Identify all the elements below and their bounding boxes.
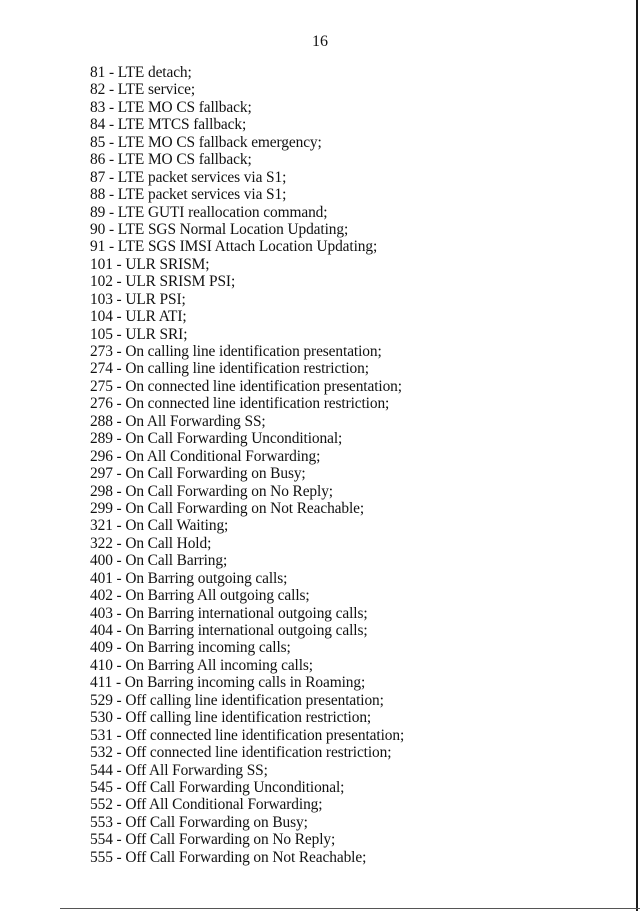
list-item: 403 - On Barring international outgoing calls; (90, 604, 368, 622)
entry-text: On Barring incoming calls in Roaming; (124, 674, 366, 692)
entry-code: 400 (90, 552, 113, 570)
entry-text: Off Call Forwarding on Not Reachable; (125, 848, 367, 866)
list-item: 404 - On Barring international outgoing calls; (90, 622, 368, 639)
entry-code: 544 (90, 761, 113, 779)
entry-code: 86 (90, 151, 106, 169)
entry-text: ULR SRISM; (125, 255, 210, 273)
list-item: 555 - Off Call Forwarding on Not Reachable; (90, 848, 367, 866)
entry-code: 91 (90, 238, 106, 256)
page-number: 16 (312, 33, 328, 50)
entry-text: On Barring international outgoing calls; (125, 604, 368, 622)
entry-code: 555 (90, 848, 113, 866)
entry-text: LTE packet services via S1; (117, 168, 287, 186)
list-item: 105 - ULR SRI; (90, 325, 188, 343)
list-item: 276 - On connected line identification restriction; (90, 395, 390, 413)
entry-code: 82 (90, 81, 106, 99)
entry-code: 552 (90, 796, 113, 814)
entry-code: 81 (90, 64, 106, 81)
entry-text: On Call Barring; (125, 552, 228, 570)
entry-code: 103 (90, 290, 113, 308)
entry-code: 322 (90, 534, 113, 552)
entry-text: LTE detach; (117, 64, 192, 81)
list-item: 552 - Off All Conditional Forwarding; (90, 796, 323, 814)
list-item: 83 - LTE MO CS fallback; (90, 98, 252, 116)
list-item: 531 - Off connected line identification presentation; (90, 726, 405, 744)
entry-text: On Barring incoming calls; (125, 639, 291, 657)
page-edge-right (636, 0, 638, 911)
list-item: 409 - On Barring incoming calls; (90, 639, 291, 657)
entry-text: On Call Forwarding Unconditional; (125, 430, 343, 448)
entry-text: Off Call Forwarding on Busy; (125, 813, 308, 831)
entry-code: 84 (90, 116, 106, 134)
entry-text: On calling line identification restriction; (125, 360, 369, 378)
entry-code: 102 (90, 273, 113, 291)
list-item: 554 - Off Call Forwarding on No Reply; (90, 831, 336, 849)
entry-text: On connected line identification restriction; (125, 395, 390, 413)
list-item: 84 - LTE MTCS fallback; (90, 116, 247, 134)
page-edge-bottom (60, 908, 640, 909)
entry-code: 411 (90, 674, 113, 692)
entry-text: Off connected line identification presentation; (125, 726, 405, 744)
list-item: 532 - Off connected line identification restriction; (90, 744, 392, 762)
list-item: 400 - On Call Barring; (90, 552, 228, 570)
list-item: 89 - LTE GUTI reallocation command; (90, 203, 328, 221)
entry-text: ULR SRISM PSI; (125, 273, 236, 291)
entry-text: LTE MO CS fallback; (117, 98, 252, 116)
list-item: 288 - On All Forwarding SS; (90, 412, 266, 430)
list-item: 530 - Off calling line identification restriction; (90, 709, 372, 727)
entry-code: 530 (90, 709, 113, 727)
list-item: 86 - LTE MO CS fallback; (90, 151, 252, 169)
entry-code: 297 (90, 465, 113, 483)
entry-code: 402 (90, 587, 113, 605)
entry-code: 298 (90, 482, 113, 500)
entry-code: 409 (90, 639, 113, 657)
entry-code: 296 (90, 447, 113, 465)
entry-text: LTE service; (117, 81, 196, 99)
entry-code: 410 (90, 656, 113, 674)
entry-code: 89 (90, 203, 106, 221)
entry-text: On Barring outgoing calls; (125, 569, 288, 587)
entry-text: LTE packet services via S1; (117, 186, 287, 204)
entry-text: ULR PSI; (125, 290, 186, 308)
list-item: 544 - Off All Forwarding SS; (90, 761, 268, 779)
entry-text: On Call Waiting; (125, 517, 229, 535)
entry-code: 545 (90, 778, 113, 796)
entry-code: 275 (90, 377, 113, 395)
list-item: 82 - LTE service; (90, 81, 196, 99)
list-item: 91 - LTE SGS IMSI Attach Location Updating; (90, 238, 378, 256)
list-item: 298 - On Call Forwarding on No Reply; (90, 482, 333, 500)
entry-text: On Barring international outgoing calls; (125, 622, 368, 639)
list-item: 321 - On Call Waiting; (90, 517, 229, 535)
entry-text: Off calling line identification restriction; (125, 709, 372, 727)
entry-code: 529 (90, 691, 113, 709)
list-item: 273 - On calling line identification presentation; (90, 343, 382, 360)
entry-code: 105 (90, 325, 113, 343)
entry-code: 288 (90, 412, 113, 430)
list-item: 545 - Off Call Forwarding Unconditional; (90, 778, 345, 796)
entry-text: ULR SRI; (125, 325, 188, 343)
entry-code: 554 (90, 831, 113, 849)
entry-text: On Call Forwarding on Busy; (125, 465, 306, 483)
entry-code: 321 (90, 517, 113, 535)
list-item: 322 - On Call Hold; (90, 534, 212, 552)
list-item: 299 - On Call Forwarding on Not Reachable; (90, 499, 365, 517)
list-item: 553 - Off Call Forwarding on Busy; (90, 813, 308, 831)
list-item: 90 - LTE SGS Normal Location Updating; (90, 220, 349, 238)
entry-text: On Call Forwarding on Not Reachable; (125, 499, 365, 517)
entry-text: LTE GUTI reallocation command; (117, 203, 328, 221)
entry-code: 85 (90, 133, 106, 151)
entry-code: 90 (90, 220, 106, 238)
entry-text: On Barring All outgoing calls; (125, 587, 310, 605)
list-item: 402 - On Barring All outgoing calls; (90, 587, 310, 605)
list-item: 103 - ULR PSI; (90, 290, 186, 308)
entry-text: On connected line identification presentation; (125, 377, 402, 395)
entry-text: LTE SGS IMSI Attach Location Updating; (117, 238, 378, 256)
entry-text: LTE MTCS fallback; (117, 116, 247, 134)
entry-code: 289 (90, 430, 113, 448)
entry-code: 88 (90, 186, 106, 204)
list-item: 401 - On Barring outgoing calls; (90, 569, 288, 587)
entry-text: On All Conditional Forwarding; (125, 447, 321, 465)
list-item: 87 - LTE packet services via S1; (90, 168, 287, 186)
list-item: 275 - On connected line identification presentation; (90, 377, 402, 395)
list-item: 296 - On All Conditional Forwarding; (90, 447, 321, 465)
entry-code: 87 (90, 168, 106, 186)
entry-code: 274 (90, 360, 113, 378)
code-list (90, 64, 404, 866)
entry-text: On Barring All incoming calls; (125, 656, 313, 674)
list-item: 274 - On calling line identification restriction; (90, 360, 369, 378)
entry-text: On calling line identification presentation; (125, 343, 382, 360)
entry-text: Off All Conditional Forwarding; (125, 796, 323, 814)
entry-code: 104 (90, 308, 113, 326)
list-item: 411 - On Barring incoming calls in Roaming; (90, 674, 366, 692)
entry-code: 273 (90, 343, 113, 360)
list-item: 289 - On Call Forwarding Unconditional; (90, 430, 343, 448)
list-item: 297 - On Call Forwarding on Busy; (90, 465, 306, 483)
list-item: 410 - On Barring All incoming calls; (90, 656, 313, 674)
entry-code: 404 (90, 622, 113, 639)
entry-text: LTE SGS Normal Location Updating; (117, 220, 349, 238)
entry-code: 83 (90, 98, 106, 116)
entry-text: Off All Forwarding SS; (125, 761, 268, 779)
list-item: 88 - LTE packet services via S1; (90, 186, 287, 204)
entry-text: On Call Hold; (125, 534, 212, 552)
entry-code: 276 (90, 395, 113, 413)
entry-code: 299 (90, 499, 113, 517)
entry-text: Off Call Forwarding Unconditional; (125, 778, 345, 796)
entry-text: Off Call Forwarding on No Reply; (125, 831, 336, 849)
list-item: 104 - ULR ATI; (90, 308, 187, 326)
list-item: 81 - LTE detach; (90, 64, 192, 81)
entry-text: On Call Forwarding on No Reply; (125, 482, 333, 500)
entry-code: 531 (90, 726, 113, 744)
entry-text: On All Forwarding SS; (125, 412, 266, 430)
entry-text: Off connected line identification restriction; (125, 744, 392, 762)
entry-code: 532 (90, 744, 113, 762)
list-item: 102 - ULR SRISM PSI; (90, 273, 236, 291)
entry-code: 403 (90, 604, 113, 622)
entry-code: 553 (90, 813, 113, 831)
entry-text: ULR ATI; (125, 308, 187, 326)
list-item: 85 - LTE MO CS fallback emergency; (90, 133, 322, 151)
entry-code: 101 (90, 255, 113, 273)
list-item: 529 - Off calling line identification presentation; (90, 691, 384, 709)
entry-text: LTE MO CS fallback; (117, 151, 252, 169)
list-item: 101 - ULR SRISM; (90, 255, 210, 273)
entry-text: Off calling line identification presentation; (125, 691, 384, 709)
entry-text: LTE MO CS fallback emergency; (117, 133, 322, 151)
entry-code: 401 (90, 569, 113, 587)
